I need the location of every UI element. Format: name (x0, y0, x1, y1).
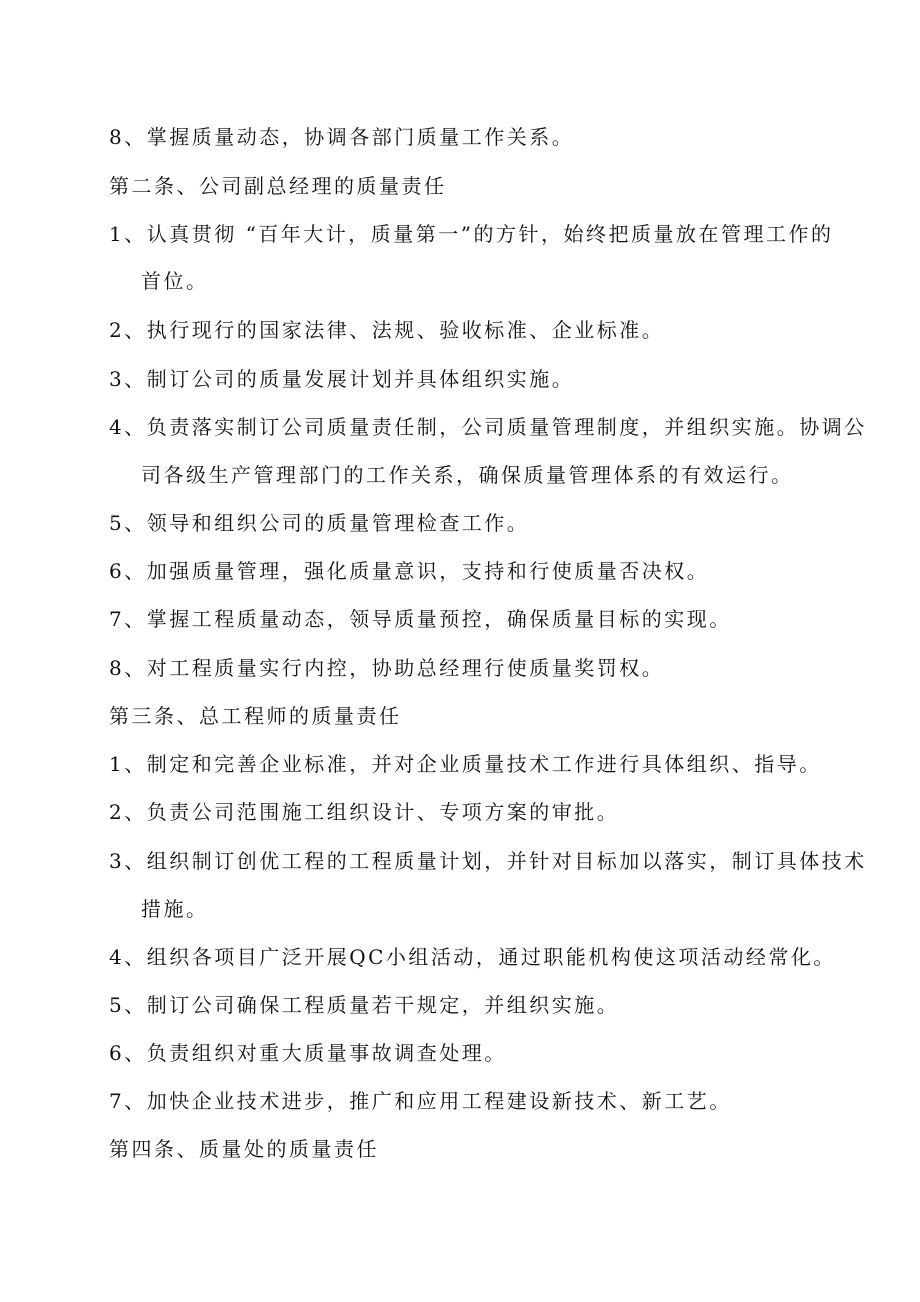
text-line: 1、认真贯彻 “百年大计，质量第一”的方针，始终把质量放在管理工作的 (109, 222, 834, 246)
text-line: 1、制定和完善企业标准，并对企业质量技术工作进行具体组织、指导。 (109, 752, 822, 776)
text-line: 3、组织制订创优工程的工程质量计划，并针对目标加以落实，制订具体技术 (109, 849, 867, 873)
text-line: 6、负责组织对重大质量事故调查处理。 (109, 1041, 507, 1065)
text-line: 4、组织各项目广泛开展QC小组活动，通过职能机构使这项活动经常化。 (109, 945, 836, 969)
text-line: 6、加强质量管理，强化质量意识，支持和行使质量否决权。 (109, 559, 710, 583)
section-heading: 第二条、公司副总经理的质量责任 (109, 174, 447, 198)
text-line: 8、掌握质量动态，协调各部门质量工作关系。 (109, 125, 575, 149)
text-line: 5、领导和组织公司的质量管理检查工作。 (109, 511, 530, 535)
text-line: 2、负责公司范围施工组织设计、专项方案的审批。 (109, 800, 620, 824)
section-heading: 第三条、总工程师的质量责任 (109, 704, 402, 728)
text-line-continuation: 首位。 (141, 269, 209, 293)
text-line: 5、制订公司确保工程质量若干规定，并组织实施。 (109, 993, 620, 1017)
text-line-continuation: 司各级生产管理部门的工作关系，确保质量管理体系的有效运行。 (141, 463, 794, 487)
text-line: 8、对工程质量实行内控，协助总经理行使质量奖罚权。 (109, 656, 665, 680)
text-line: 2、执行现行的国家法律、法规、验收标准、企业标准。 (109, 318, 665, 342)
text-line: 4、负责落实制订公司质量责任制，公司质量管理制度，并组织实施。协调公 (109, 415, 867, 439)
text-line: 7、掌握工程质量动态，领导质量预控，确保质量目标的实现。 (109, 607, 732, 631)
text-line-continuation: 措施。 (141, 897, 209, 921)
text-line: 7、加快企业技术进步，推广和应用工程建设新技术、新工艺。 (109, 1089, 732, 1113)
section-heading: 第四条、质量处的质量责任 (109, 1137, 379, 1161)
text-line: 3、制订公司的质量发展计划并具体组织实施。 (109, 367, 575, 391)
